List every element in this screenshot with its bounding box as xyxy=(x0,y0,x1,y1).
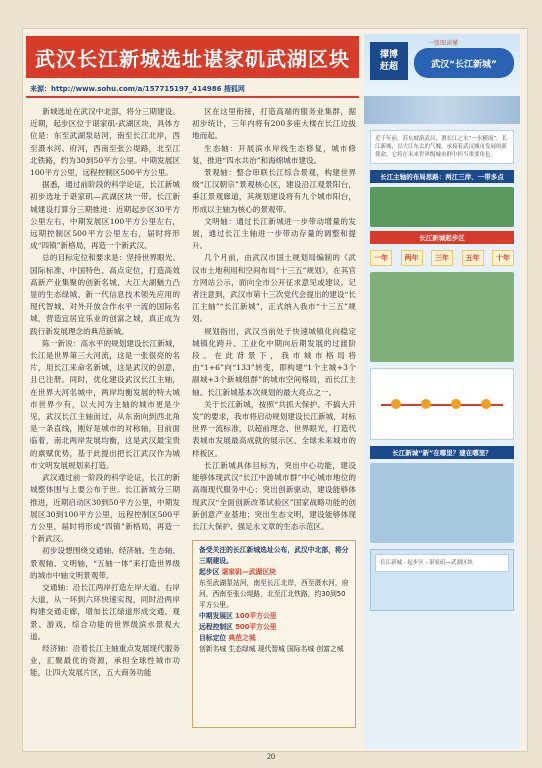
paragraph: 新城选址在武汉中北部，将分三期建设。近期，起步区位于谌家矶-武湖区块，具体方位是：东至武湖泵站河，南至长江北岸，西至滠水河、府河，西南至张公堤路，北至江北铁路，约为30到50平方公里。中期发展区100平方公里，远程控制区500平方公里。 xyxy=(30,107,180,178)
section-bar: 长江新城“新”在哪里？建在哪里？ xyxy=(370,446,514,459)
article-column-2 xyxy=(192,106,356,533)
feature-panel xyxy=(370,463,514,543)
paragraph: 区在这里衔接，打造高端的服务业集群，据初步统计，三年内将有200多座大楼在长江边拔地而起。 xyxy=(192,107,356,141)
paragraph: 生态轴：开展滨水岸线生态修复，城市修复，推进“四水共治”和海绵城市建设。 xyxy=(192,143,356,165)
skyline-illustration xyxy=(364,96,520,124)
axis-diagram xyxy=(370,368,514,440)
paragraph: 文明轴：通过长江新城进一步带动增量的发展，通过长江主轴进一步带动存量的调整和提升。 xyxy=(192,216,356,251)
paragraph: 关于长江新城，按照“共抓大保护、不搞大开发”的要求，我市将启动规划建设长江新城，对标世界一流标准，以超前理念、世界眼光，打造代表城市发展最高成就的展示区、全球未来城市的样板区。 xyxy=(192,399,356,458)
timeline-item: 五年 xyxy=(462,250,484,266)
goal-tags: 创新名城 生态绿城 现代智城 国际名城 创富之城 xyxy=(199,645,344,653)
infographic-subtitle: 一张图读懂 xyxy=(428,40,459,47)
far-label: 远程控制区 xyxy=(199,623,233,631)
page-number: 20 xyxy=(267,752,275,761)
timeline-item: 两年 xyxy=(401,250,423,266)
paragraph: 经济轴：沿着长江主轴重点发展现代服务业，汇聚最优的资源，承担全球性城市功能，让四大发展片区，五大商务功能 xyxy=(30,643,180,678)
paragraph: 武汉通过前一阶段的科学论证，长江的新城整体围与上要公布于世。长江新城分三期推进，近期启动区30到50平方公里，中期发展区30到100平方公里，远程控制区500平方公里，届时将形成“四镇”新格局，再造一个新武汉。 xyxy=(30,473,180,544)
infographic xyxy=(364,34,520,750)
start-description: 东至武湖泵站河，南至长江北岸，西至滠水河，府河，西南至张公堤路，北至江北铁路，约30到50平方公里。 xyxy=(199,579,349,609)
timeline-item: 一年 xyxy=(370,250,392,266)
infographic-footer xyxy=(370,549,514,611)
axis-node xyxy=(391,399,401,409)
axis-node xyxy=(481,399,491,409)
infographic-tag xyxy=(370,42,408,80)
axis-node xyxy=(421,399,431,409)
tag-line-2: 赶超 xyxy=(379,62,398,72)
start-value: 谌家矶—武湖区块 xyxy=(221,568,276,576)
infographic-header xyxy=(364,34,520,96)
mid-label: 中期发展区 xyxy=(199,612,233,620)
article-column-1 xyxy=(30,106,180,680)
timeline xyxy=(370,250,514,266)
map-illustration xyxy=(370,187,514,227)
goal-label: 目标定位 xyxy=(199,634,227,642)
axis-node xyxy=(451,399,461,409)
district-map xyxy=(370,272,514,362)
source-line[interactable]: 来源：http://www.sohu.com/a/157715197_414986 搜狐网 xyxy=(30,85,245,93)
timeline-item: 三年 xyxy=(431,250,453,266)
footer-text: 长江新城 · 起步区 · 谌家矶—武湖区块 xyxy=(375,554,509,572)
summary-box xyxy=(192,540,356,728)
headline: 武汉长江新城选址谌家矶武湖区块 xyxy=(35,46,350,71)
headline-rule xyxy=(26,96,359,98)
infographic-title: 武汉“长江新城” xyxy=(414,48,514,78)
paragraph: 几个月前，由武汉市国土规划局编制的《武汉市土地利用和空间布局“十三五”规划》，在其官方网站公示，面向全市公开征求意见或建议。记者注意到，武汉市第十三次党代会提出的建设“长江主轴”“长江新城”，正式纳入我市“十三五”规划。 xyxy=(192,253,356,324)
mid-value: 100平方公里 xyxy=(235,612,277,620)
headline-banner xyxy=(26,36,359,78)
tag-line-1: 撑博 xyxy=(379,50,398,60)
section-bar: 长江主轴的布局思路：两江三岸、一带多点 xyxy=(370,170,514,183)
summary-intro: 备受关注的长江新城选址公布，武汉中北部，将分三期建设。 xyxy=(199,546,349,565)
timeline-item: 十年 xyxy=(492,250,514,266)
goal-value: 典范之城 xyxy=(228,634,256,642)
paragraph: 规划指出，武汉当前处于快速城镇化向稳定城镇化跨升、工业化中期向后期发展的过渡阶段。在此背景下，我市城市格局将由“1+6”向“133”转变，即构建“1个主城+3个副城+3个新城组群”的城市空间格局，而长江主轴、长江新城基本次规划的最大亮点之一。 xyxy=(192,326,356,397)
start-label: 起步区 xyxy=(199,568,220,576)
paragraph: 初步设想围绕交通轴、经济轴、生态轴、景观轴、文明轴，“五轴一体”来打造世界级的城市中轴文明景观带。 xyxy=(30,546,180,580)
paragraph: 交通轴：沿长江两岸打造左岸大道、右岸大道，从一环到六环快速实现，同时沿两岸构建交通走廊，增加长江绿道形成交通、观景、游戏，综合功能的世界级滨水景观大道。 xyxy=(30,582,180,641)
paragraph: 据悉，通过前阶段的科学论证，长江新城初步选址于谌家矶—武湖区块一带。长江新城建设打算分三期推进：近期起步区30平方公里左右，中期发展区100平方公里左右，远期控制区500平方公里左右，届时将形成“四镇”新格局，再造一个新武汉。 xyxy=(30,180,180,251)
paragraph: 陈一新说：高水平的规划建设长江新城，长江是世界第三大河流，这是一张很亮的名片，用长江来命名新城，这是武汉的创意，且已注册。同时，优化建设武汉长江主轴，在世界大河名城中，两岸均衡发展的特大城市世界少有，以大河为主轴的城市更是少见，武汉长江主轴而过，从东南向到西北角是一条直线，刚好是城市的对称轴，目前面临着，南北两岸发展均衡，这是武汉最宝贵的禀赋优势，基于此提出把长江武汉作为城市文明发展规划来打造。 xyxy=(30,338,180,470)
infographic-intro: 近千年前，苏东坡游武昌，谓长江之水“一水横流”。长江新城，以大江东去的气魄，承接着武汉城市发展的新使命，它将在未来世界级城市群中担当重要角色。 xyxy=(370,130,514,164)
section-bar: 长江新城起步区 xyxy=(370,231,514,244)
paragraph: 长江新城具体目标为，突出中心功能，建设能够体现武汉“长江中游城市群”中心城市地位的高端现代服务中心；突出创新驱动，建设能够体现武汉“全面创新改革试验区”国家战略功能的创新创意产业基地；突出生态文明，建设能够体现长江大保护、强足永文章的生态示范区。 xyxy=(192,460,356,531)
far-value: 500平方公里 xyxy=(235,623,277,631)
paragraph: 总的目标定位和要求是：坚持世界眼光、国际标准、中国特色、高点定位，打造高效高新产业集聚的创新名城、大江大湖魅力凸显的生态绿城、新一代信息技术领先应用的现代智城、对外开放合作水平一流的国际名城，营造宜居宜乐业的创富之城，真正成为践行新发展理念的典范新城。 xyxy=(30,253,180,336)
paragraph: 景观轴：整合串联长江综合景观，构建世界级“江汉朝宗”景观核心区，建设沿江观景阳台，垂江景观廊道，其规划建设将有九个城市阳台，形成以主轴为核心的景观带。 xyxy=(192,168,356,214)
